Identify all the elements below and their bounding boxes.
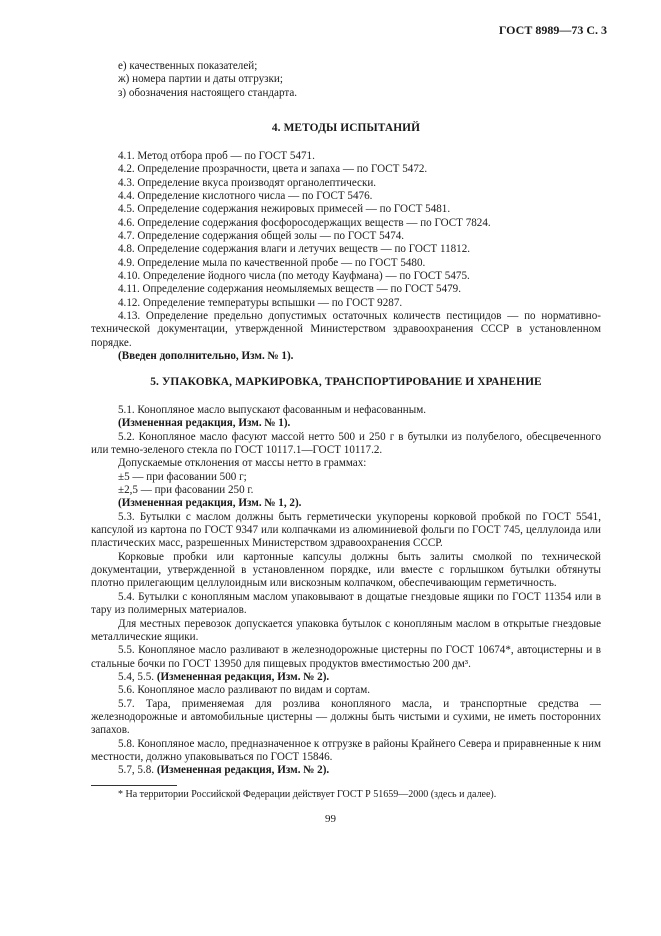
section-5-title: 5. УПАКОВКА, МАРКИРОВКА, ТРАНСПОРТИРОВАНИЕ И ХРАНЕНИЕ xyxy=(150,376,542,388)
section-4-items xyxy=(91,150,601,364)
tolerance-500: ±5 — при фасовании 500 г; xyxy=(118,470,247,483)
amendment-note: 5.7, 5.8. (Измененная редакция, Изм. № 2). xyxy=(118,764,330,777)
clause-4-6: 4.6. Определение содержания фосфоросодержащих веществ — по ГОСТ 7824. xyxy=(118,216,491,229)
section-4 xyxy=(91,122,601,135)
clause-5-3: 5.3. Бутылки с маслом должны быть герметически укупорены корковой пробкой по ГОСТ 5541, капсулой из картона по ГОСТ 9347 или колпачками из алюминиевой фольги по ГОСТ 745, целлулоида или пластических масс, разрешенных Министерством здравоохранения СССР. xyxy=(91,510,601,550)
clause-4-13: 4.13. Определение предельно допустимых остаточных количеств пестицидов — по нормативно-технической документации, утвержденной Министерством здравоохранения СССР в установленном порядке. xyxy=(91,310,601,349)
amendment-note: (Измененная редакция, Изм. № 1). xyxy=(118,417,291,430)
clause-5-4: 5.4. Бутылки с конопляным маслом упаковывают в дощатые гнездовые ящики по ГОСТ 11354 или в тару из полимерных материалов. xyxy=(91,590,601,617)
clause-5-7: 5.7. Тара, применяемая для розлива конопляного масла, и транспортные средства — железнодорожные и автомобильные цистерны — должны быть чистыми и сухими, не иметь посторонних запахов. xyxy=(91,697,601,737)
footnote: * На территории Российской Федерации действует ГОСТ Р 51659—2000 (здесь и далее). xyxy=(118,789,497,800)
clause-5-8: 5.8. Конопляное масло, предназначенное к отгрузке в районы Крайнего Севера и приравненные к ним местности, должно упаковываться по ГОСТ 15846. xyxy=(91,737,602,763)
clause-5-5: 5.5. Конопляное масло разливают в железнодорожные цистерны по ГОСТ 10674*, автоцистерны и в стальные бочки по ГОСТ 13950 для пищевых продуктов вместимостью 200 дм³. xyxy=(91,644,601,670)
clause-5-2: 5.2. Конопляное масло фасуют массой нетто 500 и 250 г в бутылки из полубелого, обесцвеченного или темно-зеленого стекла по ГОСТ 10117.1—ГОСТ 10117.2. xyxy=(91,430,601,457)
clause-4-7: 4.7. Определение содержания общей золы — по ГОСТ 5474. xyxy=(118,230,405,243)
clause-4-8: 4.8. Определение содержания влаги и летучих веществ — по ГОСТ 11812. xyxy=(118,243,471,256)
tolerance-intro: Допускаемые отклонения от массы нетто в граммах: xyxy=(118,457,367,470)
clause-5-3-cont: Корковые пробки или картонные капсулы должны быть залиты смолкой по технической документации, утвержденной в установленном порядке, или вместе с горлышком бутылки обтянуты плотно прилегающим целлулоидным или вискозным колпачком, обеспечивающим герметичность. xyxy=(91,550,601,590)
clause-5-1: 5.1. Конопляное масло выпускают фасованным и нефасованным. xyxy=(118,404,426,416)
clause-4-9: 4.9. Определение мыла по качественной пробе — по ГОСТ 5480. xyxy=(118,256,426,269)
clause-4-1: 4.1. Метод отбора проб — по ГОСТ 5471. xyxy=(118,150,315,162)
section-5 xyxy=(91,376,601,389)
clause-4-11: 4.11. Определение содержания неомыляемых веществ — по ГОСТ 5479. xyxy=(118,283,461,296)
list-item: з) обозначения настоящего стандарта. xyxy=(118,86,298,99)
list-block xyxy=(91,60,601,100)
list-item: е) качественных показателей; xyxy=(118,60,258,72)
list-item: ж) номера партии и даты отгрузки; xyxy=(118,73,283,86)
clause-5-4-cont: Для местных перевозок допускается упаковка бутылок с конопляным маслом в открытые гнездовые металлические ящики. xyxy=(91,617,601,643)
clause-4-5: 4.5. Определение содержания нежировых примесей — по ГОСТ 5481. xyxy=(118,203,451,216)
clause-4-3: 4.3. Определение вкуса производят органолептически. xyxy=(118,176,377,189)
clause-4-4: 4.4. Определение кислотного числа — по ГОСТ 5476. xyxy=(118,190,373,203)
amendment-note: (Введен дополнительно, Изм. № 1). xyxy=(118,350,294,363)
clause-4-12: 4.12. Определение температуры вспышки — по ГОСТ 9287. xyxy=(118,296,403,309)
tolerance-250: ±2,5 — при фасовании 250 г. xyxy=(118,484,254,497)
clause-4-10: 4.10. Определение йодного числа (по методу Кауфмана) — по ГОСТ 5475. xyxy=(118,270,470,283)
clause-5-6: 5.6. Конопляное масло разливают по видам и сортам. xyxy=(118,684,371,697)
section-5-body xyxy=(91,404,601,778)
section-4-title: 4. МЕТОДЫ ИСПЫТАНИЙ xyxy=(271,122,421,134)
clause-4-2: 4.2. Определение прозрачности, цвета и запаха — по ГОСТ 5472. xyxy=(118,163,428,176)
running-header: ГОСТ 8989—73 С. 3 xyxy=(498,23,607,37)
amendment-note: (Измененная редакция, Изм. № 1, 2). xyxy=(118,497,302,510)
page-number: 99 xyxy=(325,813,336,825)
amendment-note: 5.4, 5.5. (Измененная редакция, Изм. № 2). xyxy=(118,670,330,683)
footnote-divider xyxy=(91,785,177,786)
